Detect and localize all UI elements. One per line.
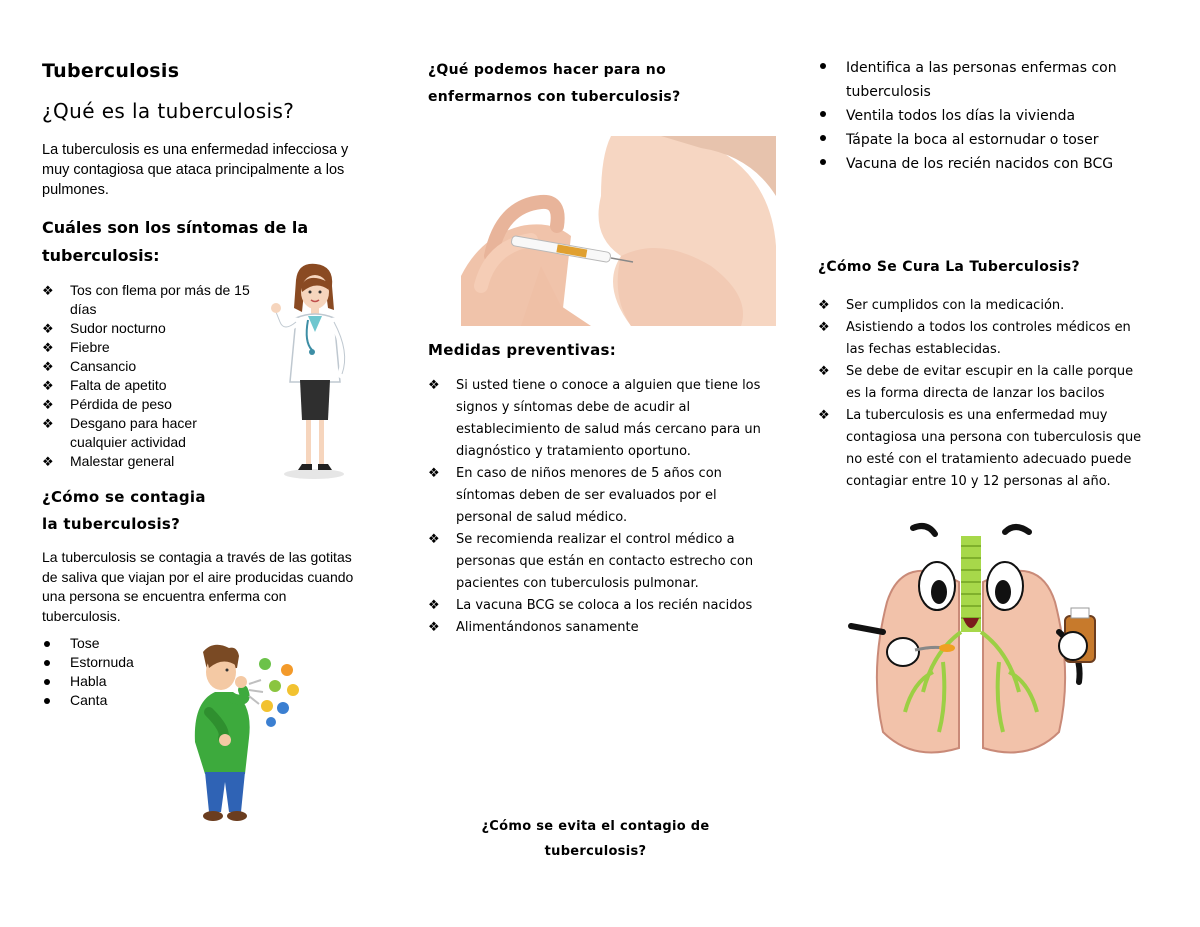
diamond-bullet-icon: ❖: [428, 598, 440, 613]
list-item: [818, 152, 1153, 176]
list-item-text: Ventila todos los días la vivienda: [846, 108, 1076, 124]
list-item: [42, 319, 257, 338]
preventive-list: [428, 375, 763, 639]
diamond-bullet-icon: ❖: [42, 378, 54, 393]
list-item: [428, 375, 763, 463]
dot-bullet-icon: [44, 698, 50, 704]
dot-bullet-icon: [44, 660, 50, 666]
contagion-heading-line1: ¿Cómo se contagia: [42, 488, 206, 506]
list-item: [42, 357, 257, 376]
list-item: [818, 317, 1148, 361]
dot-bullet-icon: [44, 641, 50, 647]
symptoms-heading-line1: Cuáles son los síntomas de la: [42, 218, 309, 237]
list-item: [428, 529, 763, 595]
diamond-bullet-icon: ❖: [42, 283, 54, 298]
contagion-list: [42, 634, 172, 710]
dot-bullet-icon: [44, 679, 50, 685]
list-item-text: Habla: [70, 673, 107, 689]
diamond-bullet-icon: ❖: [42, 416, 54, 431]
dot-bullet-icon: [820, 111, 826, 117]
diamond-bullet-icon: ❖: [428, 532, 440, 547]
dot-bullet-icon: [820, 135, 826, 141]
list-item-text: Canta: [70, 692, 108, 708]
cure-heading: ¿Cómo Se Cura La Tuberculosis?: [818, 259, 1080, 275]
contagion-text: La tuberculosis se contagia a través de las gotitas de saliva que viajan por el aire producidas cuando una persona se encuentra enferma con tuberculosis.: [42, 549, 354, 624]
avoid-contagion-line1: ¿Cómo se evita el contagio de: [481, 819, 710, 834]
prevention-actions-list: [818, 56, 1153, 176]
coughing-man-illustration: [183, 642, 308, 827]
list-item: [818, 104, 1153, 128]
symptoms-list: [42, 281, 257, 471]
list-item: [818, 56, 1153, 104]
list-item: [42, 672, 172, 691]
list-item-text: Tápate la boca al estornudar o toser: [846, 132, 1099, 148]
cure-list: [818, 295, 1148, 493]
contagion-heading: [42, 484, 206, 538]
list-item: [42, 691, 172, 710]
list-item: [42, 634, 172, 653]
list-item: [42, 376, 257, 395]
lungs-mascot-illustration: [843, 522, 1103, 767]
diamond-bullet-icon: ❖: [818, 408, 830, 423]
list-item-text: La tuberculosis es una enfermedad muy contagiosa una persona con tuberculosis que no esté con el tratamiento adecuado puede contagiar entre 10 y 12 personas al año.: [846, 408, 1142, 489]
list-item: [818, 128, 1153, 152]
list-item-text: Vacuna de los recién nacidos con BCG: [846, 156, 1114, 172]
list-item: [428, 463, 763, 529]
what-is-heading: ¿Qué es la tuberculosis?: [42, 99, 295, 123]
diamond-bullet-icon: ❖: [428, 620, 440, 635]
dot-bullet-icon: [820, 63, 826, 69]
list-item-text: Identifica a las personas enfermas con tuberculosis: [846, 60, 1117, 100]
list-item: [42, 414, 257, 452]
diamond-bullet-icon: ❖: [428, 466, 440, 481]
symptoms-heading-line2: tuberculosis:: [42, 246, 160, 265]
list-item-text: La vacuna BCG se coloca a los recién nacidos: [456, 598, 753, 613]
doc-title: Tuberculosis: [42, 60, 180, 82]
list-item: [818, 361, 1148, 405]
list-item: [428, 595, 763, 617]
avoid-contagion-line2: tuberculosis?: [544, 844, 647, 859]
diamond-bullet-icon: ❖: [42, 340, 54, 355]
diamond-bullet-icon: ❖: [42, 397, 54, 412]
list-item-text: Fiebre: [70, 339, 110, 355]
diamond-bullet-icon: ❖: [42, 454, 54, 469]
list-item: [42, 395, 257, 414]
list-item-text: Tos con flema por más de 15 días: [70, 282, 250, 317]
list-item: [428, 617, 763, 639]
list-item-text: Desgano para hacer cualquier actividad: [70, 415, 197, 450]
diamond-bullet-icon: ❖: [818, 298, 830, 313]
diamond-bullet-icon: ❖: [42, 321, 54, 336]
list-item-text: Alimentándonos sanamente: [456, 620, 639, 635]
list-item: [818, 295, 1148, 317]
diamond-bullet-icon: ❖: [428, 378, 440, 393]
avoid-contagion-heading: [428, 814, 763, 864]
dot-bullet-icon: [820, 159, 826, 165]
prevention-question-heading: [428, 57, 681, 111]
diamond-bullet-icon: ❖: [818, 364, 830, 379]
preventive-measures-heading: Medidas preventivas:: [428, 341, 617, 359]
prevention-question-line1: ¿Qué podemos hacer para no: [428, 62, 666, 78]
baby-vaccine-photo: [461, 136, 776, 326]
list-item-text: Estornuda: [70, 654, 134, 670]
what-is-text: La tuberculosis es una enfermedad infecciosa y muy contagiosa que ataca principalmente a los pulmones.: [42, 142, 349, 198]
list-item: [42, 653, 172, 672]
prevention-question-line2: enfermarnos con tuberculosis?: [428, 89, 681, 105]
list-item-text: Pérdida de peso: [70, 396, 172, 412]
list-item-text: Ser cumplidos con la medicación.: [846, 298, 1065, 313]
list-item: [42, 281, 257, 319]
list-item-text: Sudor nocturno: [70, 320, 166, 336]
list-item-text: Si usted tiene o conoce a alguien que tiene los signos y síntomas debe de acudir al establecimiento de salud más cercano para un diagnóstico y tratamiento oportuno.: [456, 378, 761, 459]
list-item-text: Se recomienda realizar el control médico a personas que están en contacto estrecho con pacientes con tuberculosis pulmonar.: [456, 532, 754, 591]
contagion-heading-line2: la tuberculosis?: [42, 515, 181, 533]
list-item-text: Tose: [70, 635, 100, 651]
diamond-bullet-icon: ❖: [42, 359, 54, 374]
list-item-text: Cansancio: [70, 358, 137, 374]
list-item-text: Malestar general: [70, 453, 175, 469]
list-item: [42, 452, 257, 471]
diamond-bullet-icon: ❖: [818, 320, 830, 335]
list-item: [818, 405, 1148, 493]
list-item-text: En caso de niños menores de 5 años con síntomas deben de ser evaluados por el personal de salud médico.: [456, 466, 722, 525]
list-item: [42, 338, 257, 357]
list-item-text: Se debe de evitar escupir en la calle porque es la forma directa de lanzar los bacilos: [846, 364, 1134, 401]
doctor-illustration: [268, 262, 358, 482]
list-item-text: Asistiendo a todos los controles médicos en las fechas establecidas.: [846, 320, 1131, 357]
list-item-text: Falta de apetito: [70, 377, 167, 393]
